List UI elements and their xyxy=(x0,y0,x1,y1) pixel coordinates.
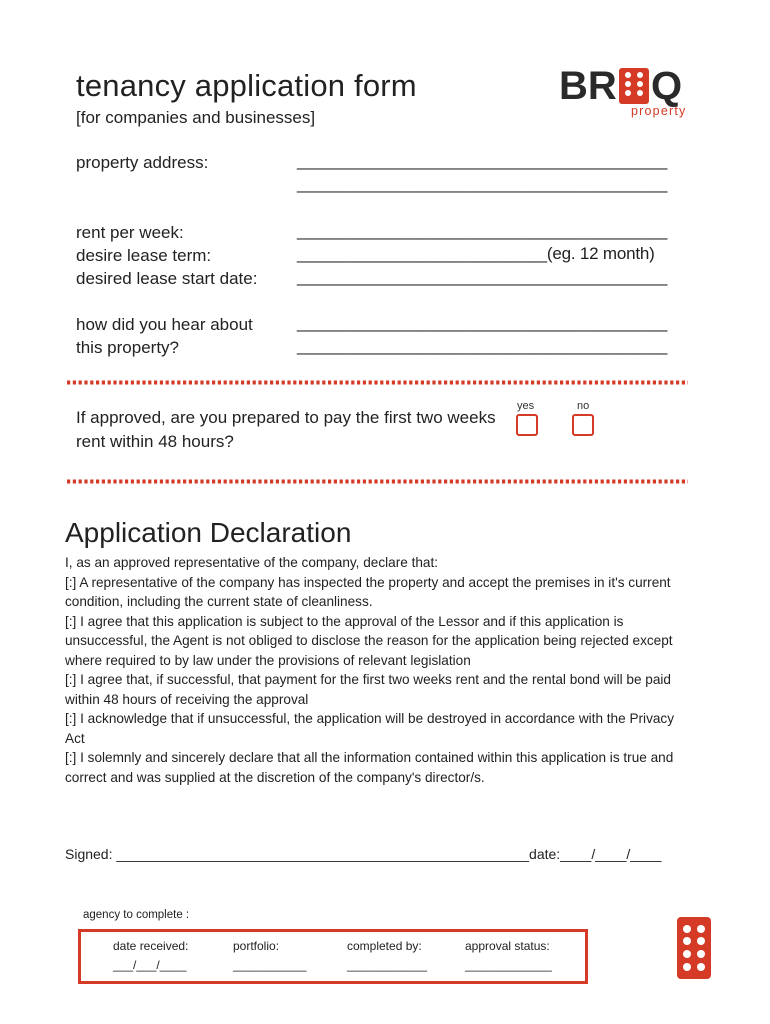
start-date-line[interactable]: ________________________________________ xyxy=(297,267,668,286)
start-date-label: desired lease start date: xyxy=(76,269,258,288)
form-title: tenancy application form xyxy=(76,68,417,103)
hear-about-line-1[interactable]: ________________________________________ xyxy=(297,313,668,332)
form-subtitle: [for companies and businesses] xyxy=(76,108,316,127)
logo-graphic xyxy=(559,64,701,120)
hear-about-label-line2: this property? xyxy=(76,338,179,357)
rent-label: rent per week: xyxy=(76,223,184,242)
agency-approval-status-label: approval status: xyxy=(465,939,550,953)
agency-approval-status-line[interactable]: _____________ xyxy=(465,958,552,972)
property-address-line-2[interactable]: ________________________________________ xyxy=(297,174,668,193)
declaration-item: [:] A representative of the company has inspected the property and accept the premises in it's current condition, including the current state of cleanliness. xyxy=(65,574,671,609)
lease-term-field[interactable] xyxy=(297,244,655,264)
logo-letters-right: Q xyxy=(651,64,683,108)
hear-about-line-2[interactable]: ________________________________________ xyxy=(297,336,668,355)
declaration-item: [:] I solemnly and sincerely declare that all the information contained within this application is true and correct and was supplied at the discretion of the company's director/s. xyxy=(65,750,674,785)
signature-date-line[interactable]: Signed: _____________________________________________________date:____/____/____ xyxy=(65,846,662,862)
agency-completed-by xyxy=(347,937,427,975)
agency-portfolio-line[interactable]: ___________ xyxy=(233,958,307,972)
logo-brick-icon xyxy=(619,68,649,104)
declaration-intro: I, as an approved representative of the company, declare that: xyxy=(65,555,439,570)
yes-label: yes xyxy=(517,400,535,412)
property-address-label: property address: xyxy=(76,153,209,172)
dotted-divider-bottom xyxy=(65,479,690,484)
payment-question: If approved, are you prepared to pay the first two weeks rent within 48 hours? xyxy=(76,408,496,451)
logo-letters-left: BR xyxy=(559,64,617,108)
agency-portfolio-label: portfolio: xyxy=(233,939,280,953)
rent-line[interactable]: ________________________________________ xyxy=(297,221,668,240)
declaration-item: [:] I acknowledge that if unsuccessful, the application will be destroyed in accordance with the Privacy Act xyxy=(65,711,675,746)
briq-logo xyxy=(559,64,701,120)
agency-heading: agency to complete : xyxy=(83,909,190,921)
no-label: no xyxy=(577,400,590,412)
agency-portfolio xyxy=(233,937,306,975)
agency-completed-by-line[interactable]: ____________ xyxy=(347,958,428,972)
lease-term-label: desire lease term: xyxy=(76,246,212,265)
agency-date-received-line[interactable]: ___/___/____ xyxy=(113,958,187,972)
declaration-item: [:] I agree that, if successful, that payment for the first two weeks rent and the rental bond will be paid within 48 hours of receiving the approval xyxy=(65,672,671,707)
brick-icon xyxy=(677,917,711,979)
agency-approval-status xyxy=(465,937,552,975)
property-address-line-1[interactable]: ________________________________________ xyxy=(297,151,668,170)
dotted-divider-top xyxy=(65,380,690,385)
lease-term-line[interactable]: ___________________________ xyxy=(297,244,547,263)
declaration-body xyxy=(65,553,695,787)
yes-checkbox[interactable] xyxy=(516,414,538,436)
agency-date-received-label: date received: xyxy=(113,939,189,953)
agency-completed-by-label: completed by: xyxy=(347,939,422,953)
lease-term-hint: (eg. 12 month) xyxy=(546,244,655,263)
declaration-heading: Application Declaration xyxy=(65,517,352,548)
logo-tagline: property xyxy=(631,104,687,118)
no-checkbox[interactable] xyxy=(572,414,594,436)
declaration-item: [:] I agree that this application is subject to the approval of the Lessor and if this application is unsuccessful, the Agent is not obliged to disclose the reason for the application being rejected except where required to by law under the provisions of relevant legislation xyxy=(65,613,673,668)
hear-about-label-line1: how did you hear about xyxy=(76,315,253,334)
agency-date-received xyxy=(113,937,188,975)
